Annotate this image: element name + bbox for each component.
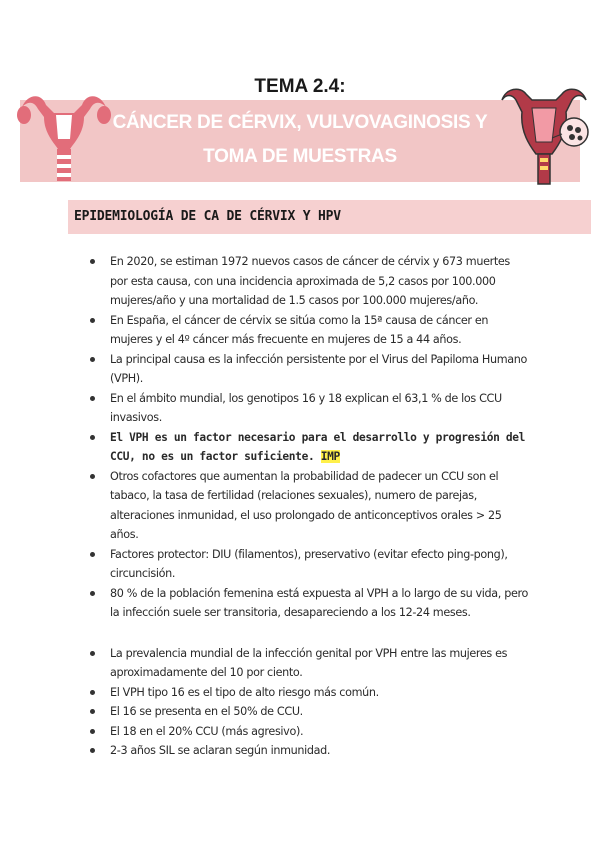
list-item: 2-3 años SIL se aclaran según inmunidad. [88, 741, 528, 761]
list-item: En 2020, se estiman 1972 nuevos casos de cáncer de cérvix y 673 muertes por esta causa, con una incidencia aproximada de 5,2 casos por 100.000 mujeres/año y una mortalidad de 1.5 casos por 100.000 mujeres/año. [88, 252, 528, 311]
list-item: Otros cofactores que aumentan la probabilidad de padecer un CCU son el tabaco, la tasa de fertilidad (relaciones sexuales), numero de parejas, alteraciones inmunidad, el uso prolongado de anticonceptivos orales > 25 años. [88, 467, 528, 545]
title-line-1: CÁNCER DE CÉRVIX, VULVOVAGINOSIS Y [112, 112, 488, 133]
cervix-diagram-icon [496, 80, 592, 188]
list-item: 80 % de la población femenina está expuesta al VPH a lo largo de su vida, pero la infección suele ser transitoria, desapareciendo a los 12-24 meses. [88, 584, 528, 623]
list-item-key-fact: El VPH es un factor necesario para el desarrollo y progresión del CCU, no es un factor suficiente. IMP [88, 428, 528, 467]
bullet-dot-icon [90, 552, 95, 557]
list-item: El 18 en el 20% CCU (más agresivo). [88, 722, 528, 742]
bullet-dot-icon [90, 435, 95, 440]
bullet-dot-icon [90, 357, 95, 362]
tema-heading: TEMA 2.4: [254, 76, 346, 97]
uterus-illustration-icon [14, 85, 114, 185]
bullet-dot-icon [90, 591, 95, 596]
list-item: La principal causa es la infección persistente por el Virus del Papiloma Humano (VPH). [88, 350, 528, 389]
bullet-list [88, 252, 528, 761]
list-spacer [88, 623, 528, 644]
bullet-dot-icon [90, 748, 95, 753]
imp-badge: IMP [320, 450, 340, 463]
title-line-2: TOMA DE MUESTRAS [203, 146, 397, 167]
list-item: La prevalencia mundial de la infección genital por VPH entre las mujeres es aproximadamente del 10 por ciento. [88, 644, 528, 683]
bullet-dot-icon [90, 474, 95, 479]
bullet-dot-icon [90, 318, 95, 323]
bullet-dot-icon [90, 396, 95, 401]
bullet-dot-icon [90, 259, 95, 264]
bullet-dot-icon [90, 651, 95, 656]
list-item: Factores protector: DIU (filamentos), preservativo (evitar efecto ping-pong), circuncisión. [88, 545, 528, 584]
list-item: En el ámbito mundial, los genotipos 16 y 18 explican el 63,1 % de los CCU invasivos. [88, 389, 528, 428]
list-item: El VPH tipo 16 es el tipo de alto riesgo más común. [88, 683, 528, 703]
list-item: En España, el cáncer de cérvix se sitúa como la 15ª causa de cáncer en mujeres y el 4º cáncer más frecuente en mujeres de 15 a 44 años. [88, 311, 528, 350]
bullet-dot-icon [90, 690, 95, 695]
bullet-dot-icon [90, 729, 95, 734]
bullet-dot-icon [90, 709, 95, 714]
section-title: EPIDEMIOLOGÍA DE CA DE CÉRVIX Y HPV [74, 209, 341, 224]
list-item: El 16 se presenta en el 50% de CCU. [88, 702, 528, 722]
